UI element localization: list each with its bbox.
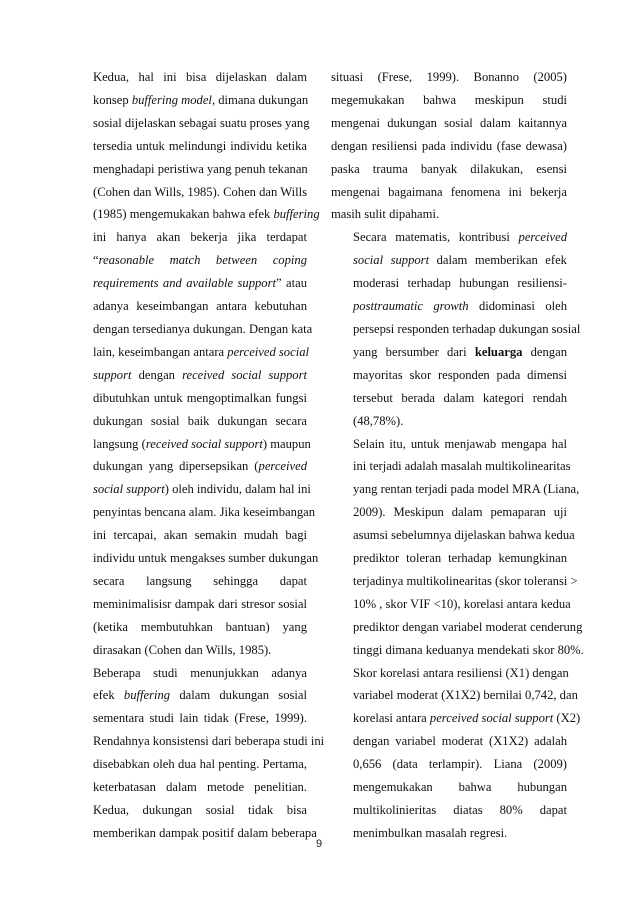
right-column — [331, 66, 584, 845]
paragraph: situasi (Frese, 1999). Bonanno (2005) megemukakan bahwa meskipun studi mengenai dukungan sosial dalam kaitannya dengan resiliensi pada individu (fase dewasa) paska trauma banyak dilakukan, esensi mengenai bagaimana fenomena ini bekerja masih sulit dipahami. — [331, 70, 567, 222]
paragraph: Secara matematis, kontribusi perceived social support dalam memberikan efek moderasi terhadap hubungan resiliensi- posttraumatic growth didominasi oleh persepsi responden terhadap dukungan sosial yang bersumber dari keluarga dengan mayoritas skor responden pada dimensi tersebut berada dalam kategori rendah (48,78%). — [353, 230, 581, 428]
page-number: 9 — [315, 838, 323, 850]
paragraph: Kedua, hal ini bisa dijelaskan dalam konsep buffering model, dimana dukungan sosial dijelaskan sebagai suatu proses yang tersedia untuk melindungi individu ketika menghadapi peristiwa yang penuh tekanan (Cohen dan Wills, 1985). Cohen dan Wills (1985) mengemukakan bahwa efek buffering ini hanya akan bekerja jika terdapat “reasonable match between coping requirements and available support” atau adanya keseimbangan antara kebutuhan dengan tersedianya dukungan. Dengan kata lain, keseimbangan antara perceived social support dengan received social support dibutuhkan untuk mengoptimalkan fungsi dukungan sosial baik dukungan secara langsung (received social support) maupun dukungan yang dipersepsikan (perceived social support) oleh individu, dalam hal ini penyintas bencana alam. Jika keseimbangan ini tercapai, akan semakin mudah bagi individu untuk mengakses sumber dukungan secara langsung sehingga dapat meminimalisisr dampak dari stresor sosial (ketika membutuhkan bantuan) yang dirasakan (Cohen dan Wills, 1985). — [93, 70, 320, 657]
left-column — [71, 66, 325, 845]
paragraph: Beberapa studi menunjukkan adanya efek buffering dalam dukungan sosial sementara studi lain tidak (Frese, 1999). Rendahnya konsistensi dari beberapa studi ini disebabkan oleh dua hal penting. Pertama, keterbatasan dalam metode penelitian. Kedua, dukungan sosial tidak bisa memberikan dampak positif dalam beberapa — [93, 665, 325, 840]
paragraph: Selain itu, untuk menjawab mengapa hal ini terjadi adalah masalah multikolinearitas yang rentan terjadi pada model MRA (Liana, 2009). Meskipun dalam pemaparan uji asumsi sebelumnya dijelaskan bahwa kedua prediktor toleran terhadap kemungkinan terjadinya multikolinearitas (skor toleransi > 10% , skor VIF <10), korelasi antara kedua prediktor dengan variabel moderat cenderung tinggi dimana keduanya mendekati skor 80%. Skor korelasi antara resiliensi (X1) dengan variabel moderat (X1X2) bernilai 0,742, dan korelasi antara perceived social support (X2) dengan variabel moderat (X1X2) adalah 0,656 (data terlampir). Liana (2009) mengemukakan bahwa hubungan multikolinieritas diatas 80% dapat menimbulkan masalah regresi. — [353, 436, 584, 840]
